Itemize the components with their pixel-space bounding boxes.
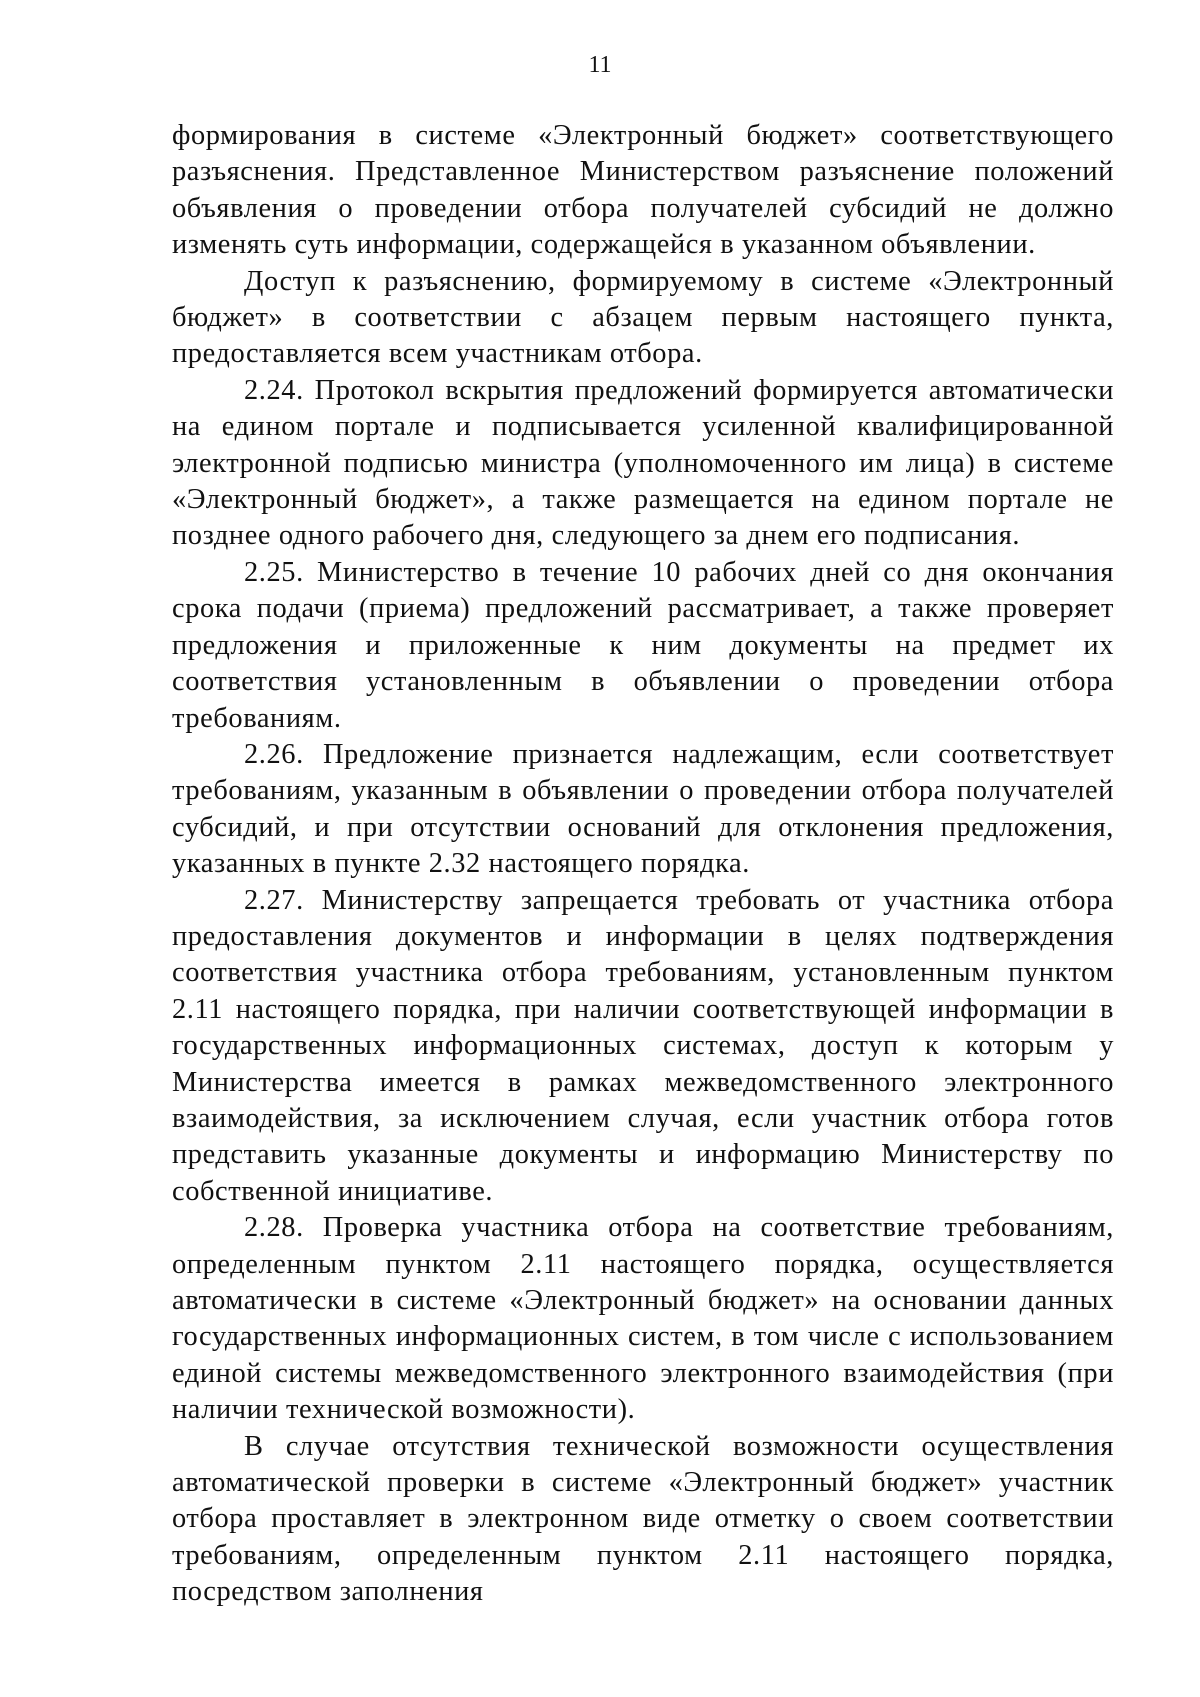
paragraph-2-26: 2.26. Предложение признается надлежащим, если соответствует требованиям, указанным в объявлении о проведении отбора получателей субсидий, и при отсутствии оснований для отклонения предложения, указанных в пункте 2.32 настоящего порядка.: [172, 738, 1114, 880]
paragraph-2-25: 2.25. Министерство в течение 10 рабочих дней со дня окончания срока подачи (приема) предложений рассматривает, а также проверяет предложения и приложенные к ним документы на предмет их соответствия установленным в объявлении о проведении отбора требованиям.: [172, 556, 1114, 734]
paragraph-2-28: 2.28. Проверка участника отбора на соответствие требованиям, определенным пунктом 2.11 настоящего порядка, осуществляется автоматически в системе «Электронный бюджет» на основании данных государственных информационных систем, в том числе с использованием единой системы межведомственного электронного взаимодействия (при наличии технической возможности).: [172, 1212, 1114, 1426]
document-body: [172, 118, 1114, 1611]
page-number: 11: [588, 52, 612, 78]
paragraph-manual-check: В случае отсутствия технической возможности осуществления автоматической проверки в системе «Электронный бюджет» участник отбора проставляет в электронном виде отметку о своем соответствии требованиям, определенным пунктом 2.11 настоящего порядка, посредством заполнения: [172, 1430, 1114, 1608]
paragraph-access-clarification: Доступ к разъяснению, формируемому в системе «Электронный бюджет» в соответствии с абзацем первым настоящего пункта, предоставляется всем участникам отбора.: [172, 265, 1114, 370]
paragraph-2-27: 2.27. Министерству запрещается требовать от участника отбора предоставления документов и информации в целях подтверждения соответствия участника отбора требованиям, установленным пунктом 2.11 настоящего порядка, при наличии соответствующей информации в государственных информационных системах, доступ к которым у Министерства имеется в рамках межведомственного электронного взаимодействия, за исключением случая, если участник отбора готов представить указанные документы и информацию Министерству по собственной инициативе.: [172, 884, 1114, 1207]
paragraph-continuation: формирования в системе «Электронный бюджет» соответствующего разъяснения. Представленное Министерством разъяснение положений объявления о проведении отбора получателей субсидий не должно изменять суть информации, содержащейся в указанном объявлении.: [172, 120, 1114, 261]
paragraph-2-24: 2.24. Протокол вскрытия предложений формируется автоматически на едином портале и подписывается усиленной квалифицированной электронной подписью министра (уполномоченного им лица) в системе «Электронный бюджет», а также размещается на едином портале не позднее одного рабочего дня, следующего за днем его подписания.: [172, 374, 1114, 552]
